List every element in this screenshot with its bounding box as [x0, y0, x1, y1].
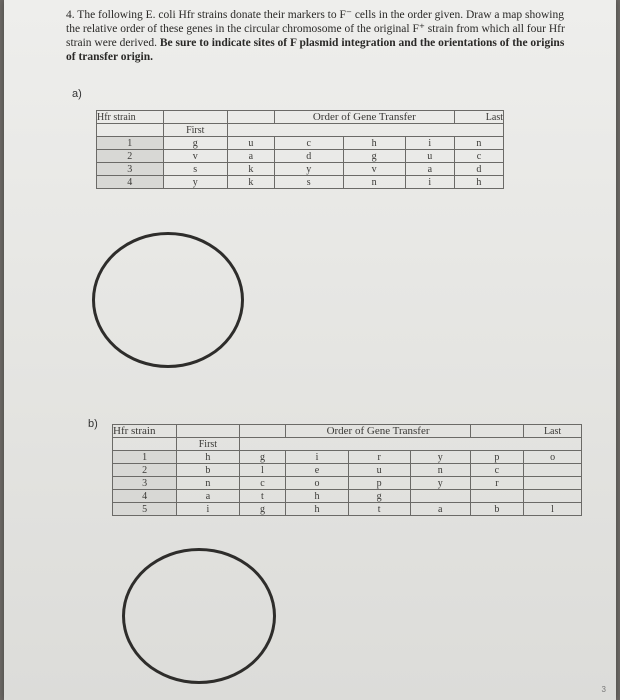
part-b-row: [113, 503, 582, 516]
gene-cell: [410, 490, 470, 503]
gene-cell: h: [286, 503, 348, 516]
gene-cell: h: [343, 137, 405, 150]
gene-cell: g: [348, 490, 410, 503]
gene-cell: s: [163, 163, 227, 176]
strain-number: 4: [97, 176, 164, 189]
part-b-table: [112, 424, 582, 516]
strain-number: 3: [113, 477, 177, 490]
gene-cell: u: [227, 137, 274, 150]
part-a-header-order: Order of Gene Transfer: [274, 111, 454, 124]
part-a-label: a): [72, 88, 82, 100]
part-b-label: b): [88, 418, 98, 430]
question-prompt: 4. The following E. coli Hfr strains donate their markers to F⁻ cells in the order given. Draw a map showing the relative order of these genes in the circular chromosome of the original F⁺ strain from which all four Hfr strain were derived.: [66, 9, 565, 49]
gene-cell: g: [343, 150, 405, 163]
gene-cell: p: [470, 451, 523, 464]
gene-cell: y: [163, 176, 227, 189]
part-a-row: [97, 163, 504, 176]
part-a-row: [97, 150, 504, 163]
gene-cell: g: [239, 503, 286, 516]
gene-cell: b: [177, 464, 239, 477]
gene-cell: h: [454, 176, 503, 189]
page-number: 3: [601, 685, 606, 694]
gene-cell: t: [348, 503, 410, 516]
part-a-answer-circle: [92, 232, 244, 368]
gene-cell: k: [227, 163, 274, 176]
gene-cell: y: [274, 163, 343, 176]
gene-cell: i: [405, 176, 454, 189]
gene-cell: n: [177, 477, 239, 490]
gene-cell: [524, 477, 582, 490]
part-b-header-strain: Hfr strain: [113, 425, 177, 438]
part-b-row: [113, 477, 582, 490]
gene-cell: i: [286, 451, 348, 464]
gene-cell: o: [286, 477, 348, 490]
gene-cell: e: [286, 464, 348, 477]
gene-cell: u: [348, 464, 410, 477]
strain-number: 2: [113, 464, 177, 477]
question-text: [66, 8, 576, 64]
gene-cell: v: [163, 150, 227, 163]
worksheet-page: [4, 0, 616, 700]
gene-cell: a: [405, 163, 454, 176]
gene-cell: d: [454, 163, 503, 176]
gene-cell: c: [274, 137, 343, 150]
gene-cell: n: [410, 464, 470, 477]
gene-cell: o: [524, 451, 582, 464]
gene-cell: s: [274, 176, 343, 189]
part-b-answer-circle: [122, 548, 276, 684]
part-a-header-last: Last: [454, 111, 503, 124]
strain-number: 1: [97, 137, 164, 150]
gene-cell: k: [227, 176, 274, 189]
part-a-row: [97, 176, 504, 189]
gene-cell: u: [405, 150, 454, 163]
gene-cell: g: [239, 451, 286, 464]
strain-number: 3: [97, 163, 164, 176]
gene-cell: [524, 464, 582, 477]
gene-cell: a: [410, 503, 470, 516]
gene-cell: y: [410, 451, 470, 464]
part-a-row: [97, 137, 504, 150]
strain-number: 5: [113, 503, 177, 516]
gene-cell: [524, 490, 582, 503]
part-b-row: [113, 464, 582, 477]
gene-cell: l: [239, 464, 286, 477]
gene-cell: h: [177, 451, 239, 464]
strain-number: 4: [113, 490, 177, 503]
strain-number: 1: [113, 451, 177, 464]
part-a-header-strain: Hfr strain: [97, 111, 164, 124]
part-b-row: [113, 490, 582, 503]
gene-cell: r: [470, 477, 523, 490]
gene-cell: i: [177, 503, 239, 516]
gene-cell: p: [348, 477, 410, 490]
part-b-header-last: Last: [524, 425, 582, 438]
gene-cell: g: [163, 137, 227, 150]
part-a-header-first: First: [163, 124, 227, 137]
gene-cell: c: [239, 477, 286, 490]
gene-cell: a: [177, 490, 239, 503]
gene-cell: r: [348, 451, 410, 464]
part-b-header-first: First: [177, 438, 239, 451]
gene-cell: h: [286, 490, 348, 503]
gene-cell: i: [405, 137, 454, 150]
strain-number: 2: [97, 150, 164, 163]
part-b-row: [113, 451, 582, 464]
gene-cell: c: [470, 464, 523, 477]
gene-cell: a: [227, 150, 274, 163]
question-instruction: Be sure to indicate sites of F plasmid integration and the orientations of the origins of transfer origin.: [66, 37, 565, 63]
gene-cell: v: [343, 163, 405, 176]
gene-cell: n: [343, 176, 405, 189]
part-b-header-order: Order of Gene Transfer: [286, 425, 470, 438]
gene-cell: t: [239, 490, 286, 503]
gene-cell: l: [524, 503, 582, 516]
gene-cell: c: [454, 150, 503, 163]
gene-cell: y: [410, 477, 470, 490]
gene-cell: [470, 490, 523, 503]
part-a-table: [96, 110, 504, 189]
gene-cell: b: [470, 503, 523, 516]
gene-cell: d: [274, 150, 343, 163]
gene-cell: n: [454, 137, 503, 150]
